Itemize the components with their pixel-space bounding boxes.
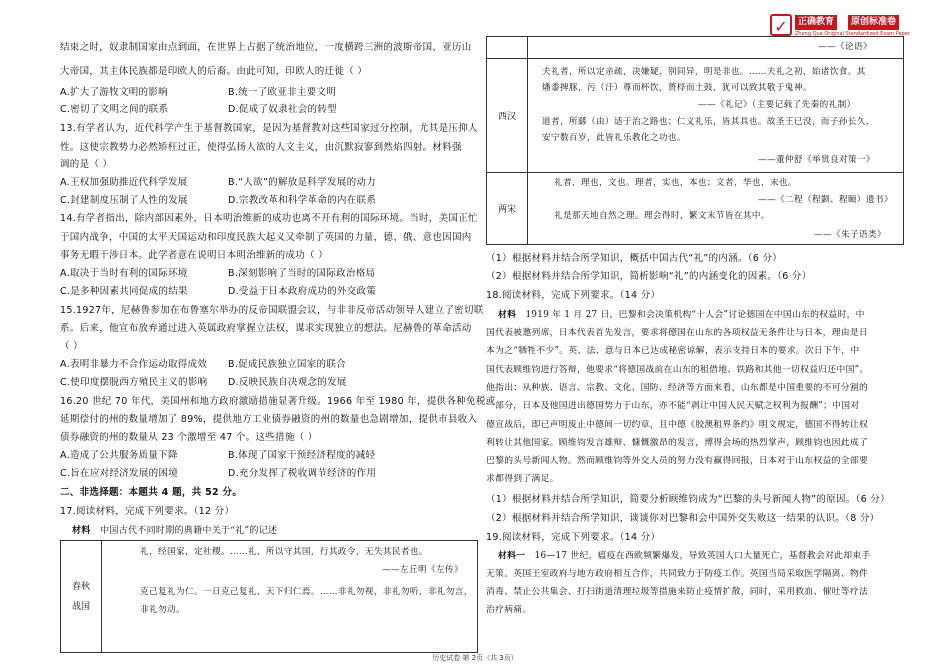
- material-text: 材料一 16—17 世纪，瘟疫在西欧频繁爆发，导致英国人口大量死亡，基督教会对此却束手: [498, 551, 871, 561]
- quote-cell: [528, 37, 904, 59]
- quote-text: 礼，经国家，定社稷。……礼，所以守其国，行其政令，无失其民者也。: [140, 547, 428, 557]
- material-table-continued: [486, 36, 904, 245]
- option-d: D.宗教改革和科学革命的内在联系: [228, 195, 377, 206]
- option-b: B.统一了欧亚非主要文明: [228, 87, 337, 98]
- brand-slogan: 原创标准卷: [848, 15, 899, 30]
- question-17: 17.阅读材料，完成下列要求。（12 分）: [60, 506, 235, 517]
- quote-source: ——《二程（程颢、程颐）遗书》: [758, 195, 893, 205]
- material-table: [60, 540, 478, 653]
- question-14: 14.有学者指出，除内部因素外，日本明治维新的成功也离不开有利的国际环境。当时，美国正忙: [60, 213, 478, 224]
- material-text: 求都得到了满足。: [486, 474, 559, 484]
- option-a: A.王权加强助推近代科学发展: [60, 177, 188, 188]
- quote-text: 夫礼者，所以定亲疏，决嫌疑，别同异，明是非也。……夫礼之初，始诸饮食。其: [542, 67, 866, 77]
- text-line: 事务无暇干涉日本。此学者意在说明日本明治维新的成功（ ）: [60, 250, 328, 261]
- quote-text: 道者，所繇（由）适于治之路也；仁义礼乐，皆其具也。故圣王已没，而子孙长久，: [542, 117, 875, 127]
- section-heading: 二、非选择题：本题共 4 题，共 52 分。: [60, 487, 243, 498]
- material-label: 材料 中国古代不同时期的典籍中关于“礼”的记述: [72, 526, 278, 536]
- text-line: 延期偿付的州的数量增加了 89%，提供地方工业债券融资的州的数量也急剧增加，提供市县收入: [60, 414, 478, 425]
- text-line: 调的是（ ）: [60, 159, 113, 170]
- text-line: 结束之时，奴隶制国家由点到面，在世界上占据了统治地位，一度横跨三洲的波斯帝国、亚历山: [60, 42, 472, 53]
- text-line: 于国内战争，中国的太平天国运动和印度民族大起义又牵制了英国的力量，德、俄、意也因国内: [60, 232, 472, 243]
- option-a: A.造成了公共服务质量下降: [60, 450, 178, 461]
- check-icon: ✓: [770, 14, 792, 36]
- material-text: 利转让其他国家。顾维钧发言雄辩、慷慨激昂的发言，博得会场的热烈掌声，顾维钧也因此成了: [486, 438, 869, 448]
- question-18: 18.阅读材料，完成下列要求。（14 分）: [486, 290, 661, 301]
- option-d: D.反映民族自决观念的发展: [228, 377, 347, 388]
- quote-text: 燔黍捭豚，污（汙）尊而杯饮，蒉桴而土鼓，犹可以致其敬于鬼神。: [542, 83, 812, 93]
- option-d: D.促成了奴隶社会的转型: [228, 104, 337, 115]
- period-cell: 两宋: [487, 173, 528, 245]
- quote-text: 礼者，理也，文也。理者，实也，本也；文者，华也，末也。: [554, 178, 797, 188]
- sub-question: （1）根据材料并结合所学知识，概括中国古代“礼”的内涵。（6 分）: [486, 253, 783, 264]
- text-line: 性。这使宗教势力必然矫枉过正，使得弘扬人欲的人文主义，由沉默寂寥到然焰四射。材料强: [60, 142, 462, 153]
- quote-text: 非礼勿动。: [140, 605, 185, 615]
- sub-question: （2）根据材料并结合所学知识，谈谈你对巴黎和会中国外交失败这一结果的认识。（8 分）: [486, 513, 880, 524]
- option-c: C.封建制度压制了人性的发展: [60, 195, 188, 206]
- quote-source: ——左丘明《左传》: [382, 565, 463, 575]
- material-text: 一部分，日本及他国进出德国势力于山东，亦不能“剥让中国人民天赋之权利为报酬”；中国对: [486, 401, 860, 411]
- option-d: D.充分发挥了税收调节经济的作用: [228, 468, 377, 479]
- material-text: 材料 1919 年 1 月 27 日，巴黎和会决策机构“十人会”讨论德国在中国山东的权益时，中: [498, 310, 865, 320]
- material-text: 本为之“牺牲不少”。英、法、意与日本已达成秘密谅解，表示支持日本的要求。次日下午，中: [486, 346, 860, 356]
- material-text: 他指出：从种族、语言、宗教、文化、国防、经济等方面来看，山东都是中国重要的不可分割的: [486, 383, 869, 393]
- option-c: C.旨在应对经济发展的困境: [60, 468, 179, 479]
- material-text: 国代表被邀列席，日本代表首先发言，要求将德国在山东的各项权益无条件让与日本，理由是日: [486, 328, 869, 338]
- period-cell: 春秋战国: [61, 541, 102, 653]
- option-b: B.深刻影响了当时的国际政治格局: [228, 268, 376, 279]
- quote-source: ——董仲舒《举贤良对策一》: [758, 155, 875, 165]
- text-line: 系。后来，他宣布放弃通过进入英属政府掌握立法权，谋求实现独立的想法。尼赫鲁的革命活动: [60, 323, 472, 334]
- sub-question: （2）根据材料并结合所学知识，简析影响“礼”的内涵变化的因素。（6 分）: [486, 271, 812, 282]
- quote-cell: [102, 541, 478, 653]
- material-text: 消毒、禁止公共集会、打扫街道清理垃圾等措施来防止疫情扩散，同时，采用救血、催吐等疗法: [486, 587, 869, 597]
- option-a: A.表明非暴力不合作运动取得成效: [60, 359, 208, 370]
- option-b: B.体现了国家干预经济程度的减轻: [228, 450, 376, 461]
- option-c: C.是多种因素共同促成的结果: [60, 286, 188, 297]
- quote-source: ——《朱子语类》: [814, 230, 886, 240]
- period-cell: [487, 37, 528, 59]
- sub-question: （1）根据材料并结合所学知识，简要分析顾维钧成为“巴黎的头号新闻人物”的原因。（6 分）: [486, 494, 890, 505]
- brand-name: 正确教育: [795, 15, 837, 30]
- question-13: 13.有学者认为，近代科学产生于基督教国家，是因为基督教对这些国家过分控制，尤其是压抑人: [60, 123, 478, 134]
- question-16: 16.20 世纪 70 年代，美国州和地方政府激励措施显著升级。1966 年至 1980 年，提供各种免税或: [60, 396, 496, 407]
- question-15: 15.1927年，尼赫鲁参加在布鲁塞尔举办的反帝国联盟会议，与非非反帝活动领导人建立了密切联: [60, 305, 484, 316]
- quote-text: 礼是那天地自然之理。理会得时，繁文末节皆在其中。: [554, 211, 770, 221]
- option-b: B.“人欲”的解放是科学发展的动力: [228, 177, 376, 188]
- option-a: A.取决于当时有利的国际环境: [60, 268, 188, 279]
- option-c: C.使印度摆脱西方殖民主义的影响: [60, 377, 208, 388]
- material-text: 治疗病痛。: [486, 605, 532, 615]
- text-line: 大帝国，其主体民族都是印欧人的后裔。由此可知，印欧人的迁徙（ ）: [60, 66, 368, 77]
- period-cell: 西汉: [487, 59, 528, 173]
- brand-subtitle: Zheng Que Original Standardized Exam Paper: [795, 31, 910, 37]
- material-text: 巴黎的头号新闻人物。然而顾维钧等外交人员的努力没有赢得回报，日本对于山东权益的全部要: [486, 456, 869, 466]
- material-text: 无策。英国王室政府与地方政府相互合作，共同致力于防疫工作。英国当局采取医学隔离、物件: [486, 569, 869, 579]
- material-text: 国代表顾维钧进行答辩，他要求“将德国战前在山东的租借地、铁路和其他一切权益归还中国”。: [486, 365, 869, 375]
- quote-source: ——《礼记》（主要记载了先秦的礼制）: [698, 100, 856, 110]
- option-c: C.密切了文明之间的联系: [60, 104, 169, 115]
- material-title: 中国古代不同时期的典籍中关于“礼”的记述: [100, 526, 278, 536]
- quote-source: ——《论语》: [818, 42, 872, 52]
- page-footer: 历史试卷 第 2页（共 3页）: [432, 654, 518, 662]
- option-b: B.促成民族独立国家的联合: [228, 359, 346, 370]
- quote-text: 克己复礼为仁。一日克己复礼，天下归仁焉。……非礼勿视，非礼勿听，非礼勿言，: [140, 587, 473, 597]
- material-text: 德宣战后，即已声明废止中德间一切约章，且中德《胶澳租界条约》明文规定，德国不得转让权: [486, 420, 869, 430]
- option-a: A.扩大了游牧文明的影响: [60, 87, 168, 98]
- quote-cell: [528, 173, 904, 245]
- text-line: （ ）: [60, 341, 83, 352]
- text-line: 债券融资的州的数量从 23 个激增至 47 个。这些措施（ ）: [60, 432, 318, 443]
- quote-cell: [528, 59, 904, 173]
- quote-text: 安宁数百岁，此皆礼乐教化之功也。: [542, 133, 686, 143]
- question-19: 19.阅读材料，完成下列要求。（14 分）: [486, 532, 661, 543]
- option-d: D.受益于日本政府成功的外交政策: [228, 286, 377, 297]
